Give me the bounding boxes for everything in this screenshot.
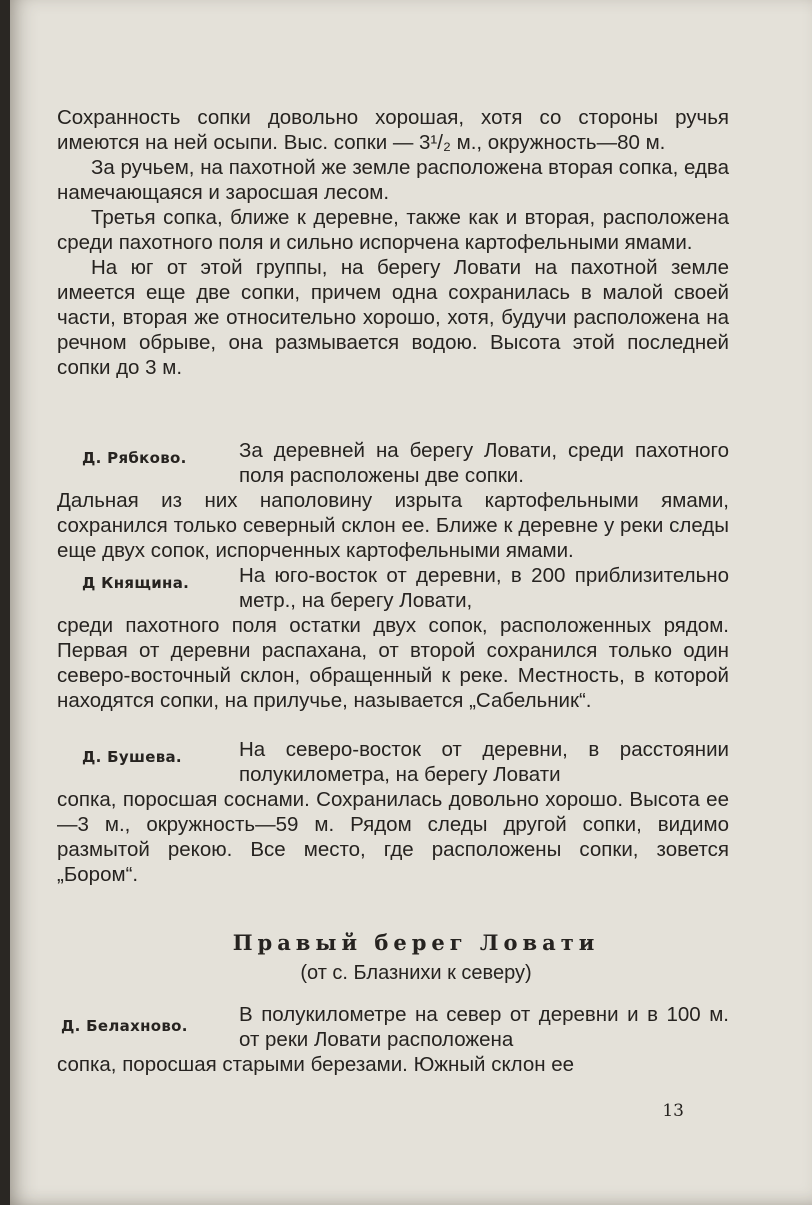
place-name: Д Княщина. [82,574,190,592]
section-subtitle: (от с. Блазнихи к северу) [300,962,532,984]
paragraph-2: За ручьем, на пахотной же земле расположена вторая сопка, едва намечающаяся и заросшая лесом. [57,156,729,204]
entry-rest-text: Дальная из них наполовину изрыта картофельными ямами, сохранился только северный склон ее. Ближе к деревне у реки следы еще двух сопок, испорченных картофельными ямами. [57,489,729,562]
main-text [57,105,729,380]
entry-ryabkovo [57,438,729,563]
entry-belakhnovo [57,1002,729,1077]
page-number: 13 [662,1101,684,1121]
paragraph-3: Третья сопка, ближе к деревне, также как и вторая, расположена среди пахотного поля и сильно испорчена картофельными ямами. [57,206,729,254]
place-name: Д. Бушева. [82,748,182,766]
entry-first-text: В полукилометре на север от деревни и в 100 м. от реки Ловати расположена [239,1003,729,1051]
paragraph-1: Сохранность сопки довольно хорошая, хотя со стороны ручья имеются на ней осыпи. Выс. сопки — 3¹/₂ м., окружность—80 м. [57,106,729,154]
book-page [10,0,812,1205]
entry-first-text: На северо-восток от деревни, в расстоянии полукилометра, на берегу Ловати [239,738,729,786]
entry-rest-text: сопка, поросшая соснами. Сохранилась довольно хорошо. Высота ее—3 м., окружность—59 м. Рядом следы другой сопки, видимо размытой рекою. Все место, где расположены сопки, зовется „Бором“. [57,788,729,886]
entry-rest-text: среди пахотного поля остатки двух сопок, расположенных рядом. Первая от деревни распахана, от второй сохранился только один северо-восточный склон, обращенный к реке. Местность, в которой находятся сопки, на прилучье, называется „Сабельник“. [57,614,729,712]
entry-first-text: На юго-восток от деревни, в 200 приблизительно метр., на берегу Ловати, [239,564,729,612]
entry-first-text: За деревней на берегу Ловати, среди пахотного поля расположены две сопки. [239,439,729,487]
place-name: Д. Белахново. [61,1017,188,1035]
paragraph-4: На юг от этой группы, на берегу Ловати на пахотной земле имеется еще две сопки, причем одна сохранилась в малой своей части, вторая же относительно хорошо, хотя, будучи расположена на речном обрыве, она размывается водою. Высота этой последней сопки до 3 м. [57,256,729,379]
entry-busheva [57,737,729,887]
entry-rest-text: сопка, поросшая старыми березами. Южный склон ее [57,1053,575,1076]
entry-knyashchina [57,563,729,713]
place-name: Д. Рябково. [82,449,187,467]
section-title: Правый берег Ловати [232,930,600,955]
